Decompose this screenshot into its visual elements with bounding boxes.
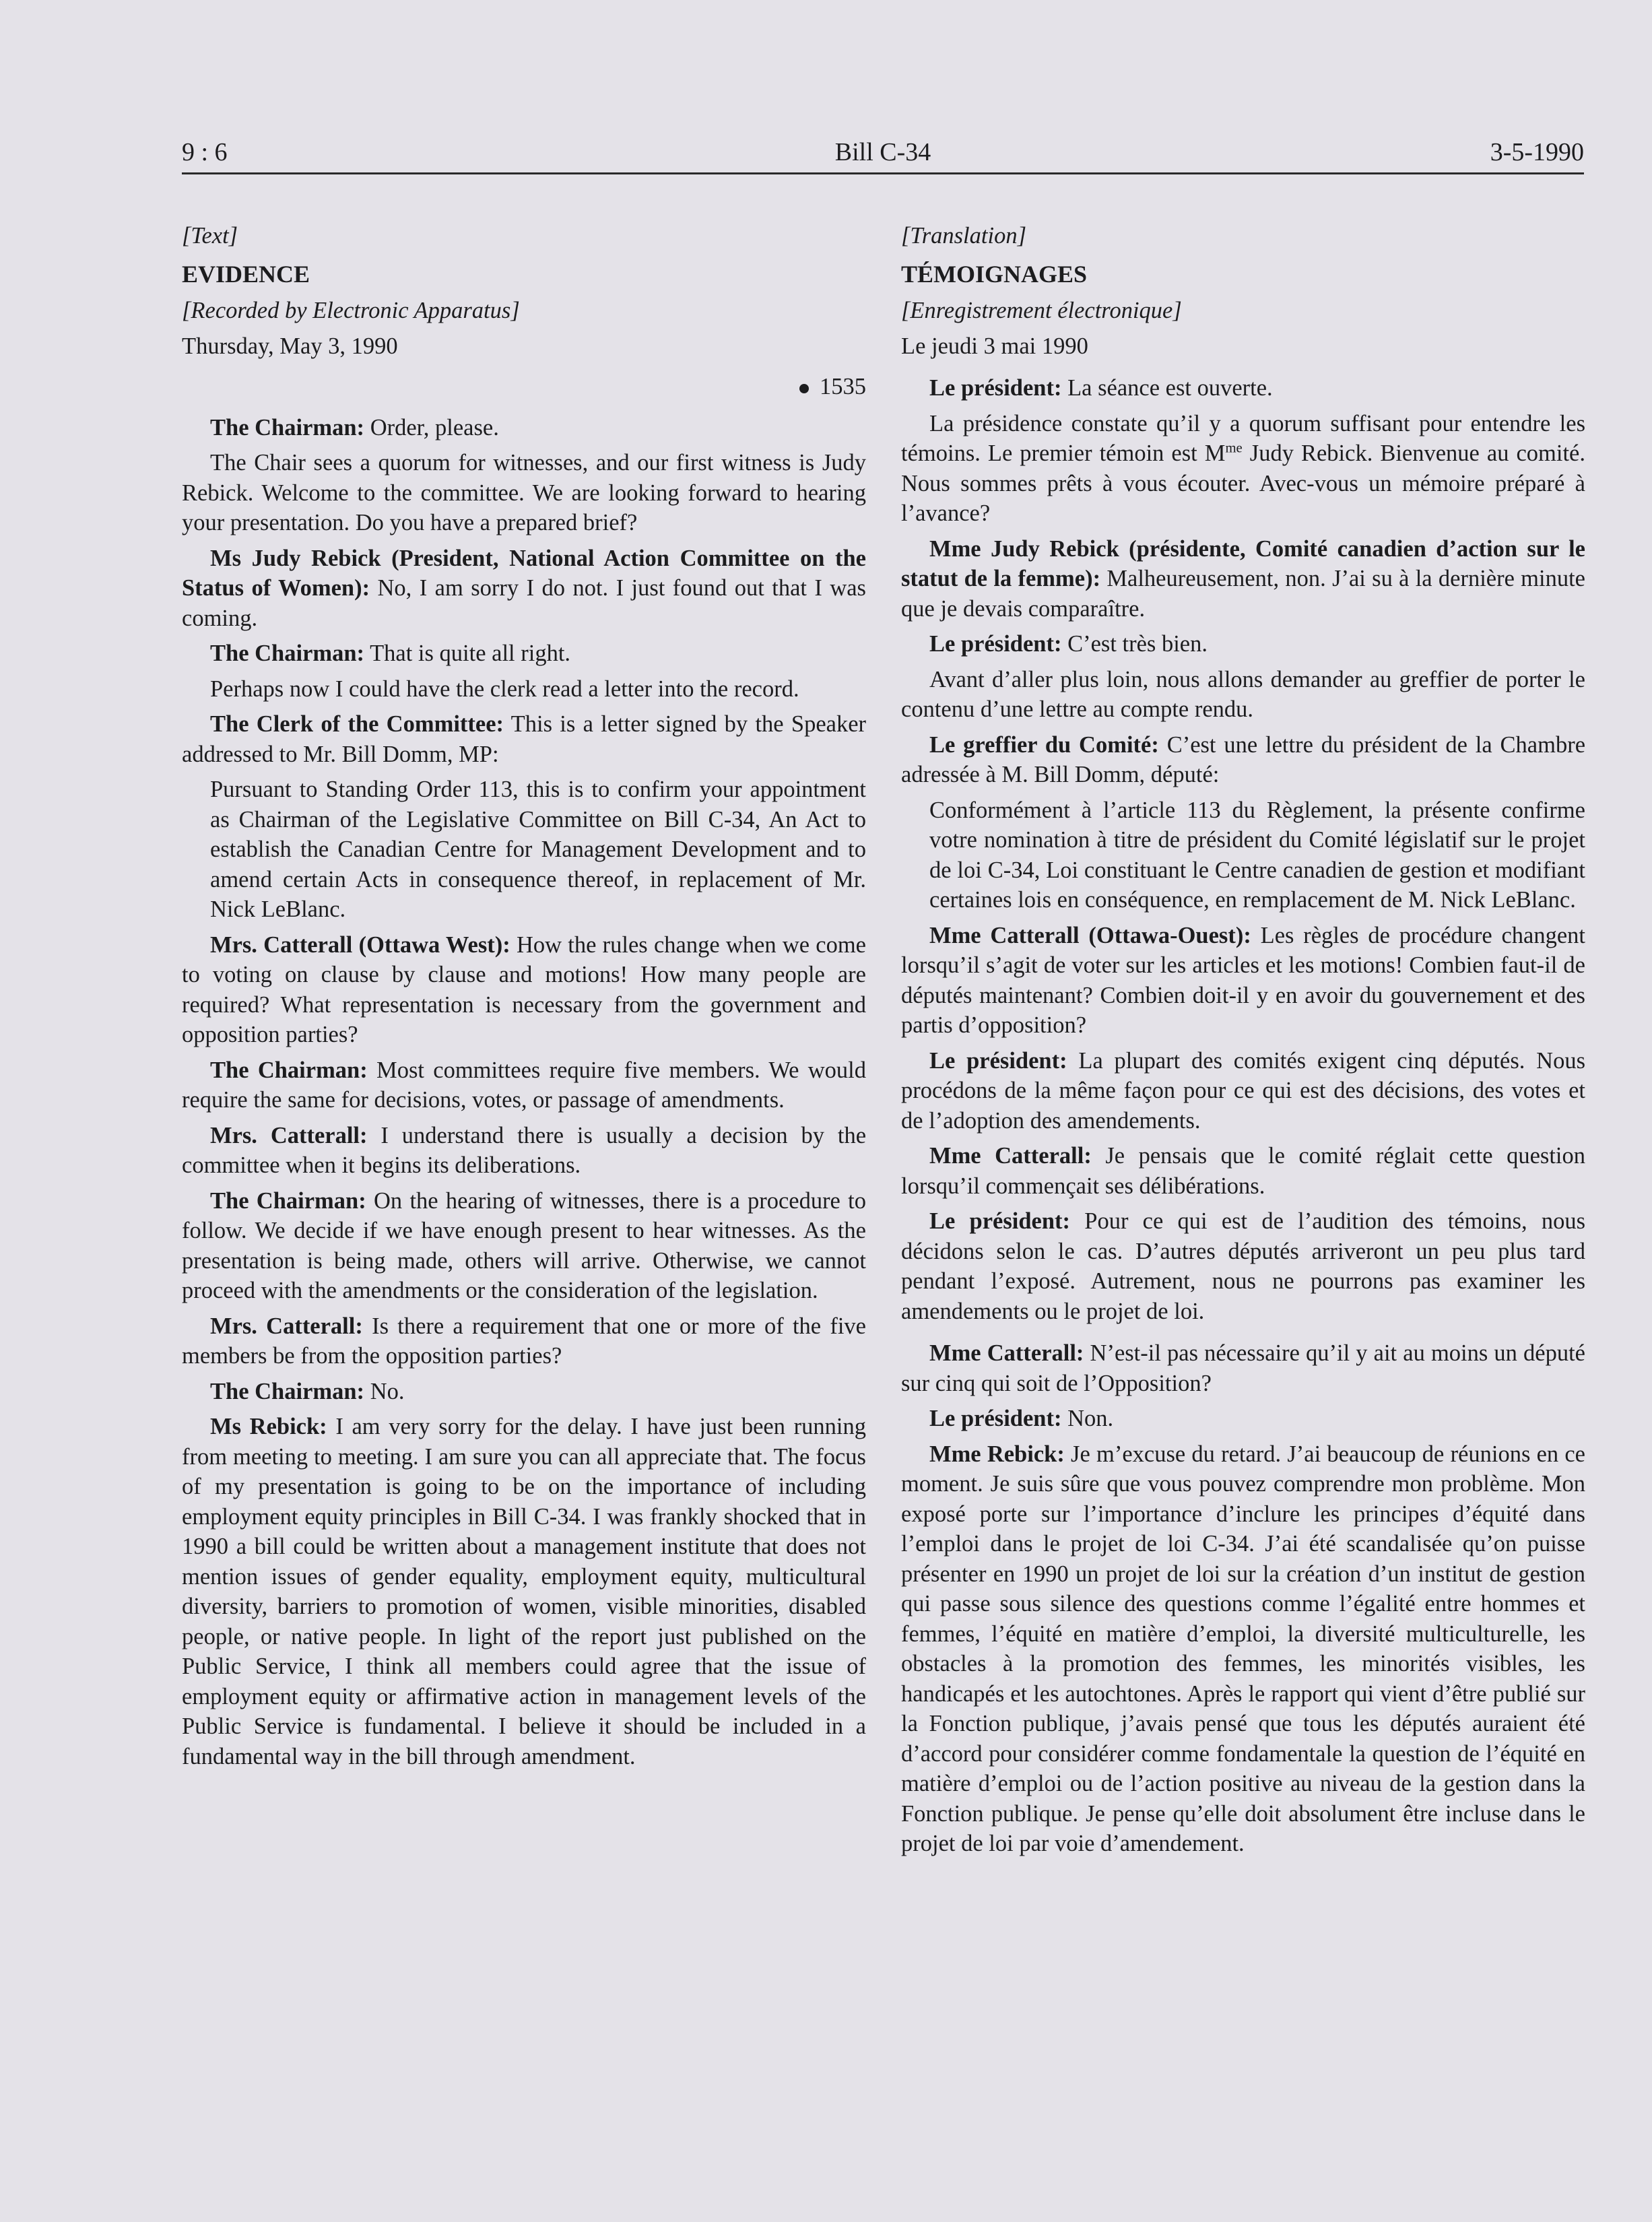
recorded-note: [Recorded by Electronic Apparatus] bbox=[182, 298, 520, 323]
paragraph: Mme Judy Rebick (présidente, Comité canadien d’action sur le statut de la femme): Malheureusement, non. J’ai su à la dernière minute que je devais comparaître. bbox=[901, 535, 1585, 622]
sitting-date: Thursday, May 3, 1990 bbox=[182, 333, 398, 359]
time-marker bbox=[182, 372, 866, 402]
paragraph: The Chairman: That is quite all right. bbox=[210, 641, 571, 666]
translation-tag: [Translation] bbox=[901, 223, 1026, 249]
paragraph: Le greffier du Comité: C’est une lettre du président de la Chambre adressée à M. Bill Domm, député: bbox=[901, 731, 1586, 787]
paragraph: Le président: La plupart des comités exigent cinq députés. Nous procédons de la même façon pour ce qui est des décisions, des votes et de l’adoption des amendements. bbox=[901, 1047, 1585, 1134]
page-header bbox=[182, 132, 1584, 174]
paragraph: Mrs. Catterall (Ottawa West): How the rules change when we come to voting on clause by clause and motions! How many people are required? What representation is necessary from the government and opposition parties? bbox=[182, 932, 866, 1047]
paragraph: Mme Catterall (Ottawa-Ouest): Les règles de procédure changent lorsqu’il s’agit de voter sur les articles et les motions! Combien faut-il de députés maintenant? Combien doit-il y en avoir du gouvernement et des partis d’opposition? bbox=[901, 922, 1585, 1038]
paragraph: Le président: La séance est ouverte. bbox=[929, 375, 1273, 401]
bill-title: Bill C-34 bbox=[834, 138, 931, 166]
paragraph: The Chairman: No. bbox=[210, 1378, 405, 1404]
paragraph: Le président: C’est très bien. bbox=[929, 631, 1208, 657]
text-tag: [Text] bbox=[182, 223, 238, 249]
paragraph: Mme Catterall: Je pensais que le comité réglait cette question lorsqu’il commençait ses délibérations. bbox=[901, 1143, 1585, 1199]
paragraph: Mrs. Catterall: I understand there is usually a decision by the committee when it begins its deliberations. bbox=[182, 1122, 867, 1178]
paragraph: Mme Catterall: N’est-il pas nécessaire qu’il y ait au moins un député sur cinq qui soit de l’Opposition? bbox=[901, 1340, 1585, 1396]
paragraph: Perhaps now I could have the clerk read a letter into the record. bbox=[210, 676, 799, 702]
bullet-icon bbox=[799, 384, 809, 393]
recorded-note: [Enregistrement électronique] bbox=[901, 298, 1182, 323]
paragraph: The Chairman: Most committees require five members. We would require the same for decisions, votes, or passage of amendments. bbox=[182, 1057, 866, 1113]
letter-quote: Conformément à l’article 113 du Règlement, la présente confirme votre nomination à titre de président du Comité législatif sur le projet de loi C-34, Loi constituant le Centre canadien de gestion et modifiant certaines lois en conséquence, en remplacement de M. Nick LeBlanc. bbox=[929, 797, 1585, 913]
paragraph: Mrs. Catterall: Is there a requirement that one or more of the five members be from the opposition parties? bbox=[182, 1313, 866, 1369]
paragraph: The Chairman: Order, please. bbox=[210, 414, 499, 440]
paragraph: The Clerk of the Committee: This is a letter signed by the Speaker addressed to Mr. Bill Domm, MP: bbox=[182, 711, 866, 767]
page-number: 9 : 6 bbox=[182, 138, 228, 166]
paragraph: Le président: Pour ce qui est de l’audition des témoins, nous décidons selon le cas. D’autres députés arriveront un peu plus tard pendant l’exposé. Autrement, nous ne pourrons pas examiner les amendements ou le projet de loi. bbox=[901, 1208, 1585, 1324]
paragraph: The Chairman: On the hearing of witnesses, there is a procedure to follow. We decide if we have enough present to hear witnesses. As the presentation is being made, others will arrive. Otherwise, we cannot proceed with the amendments or the consideration of the legislation. bbox=[182, 1187, 866, 1303]
paragraph: Avant d’aller plus loin, nous allons demander au greffier de porter le contenu d’une lettre au compte rendu. bbox=[901, 666, 1585, 722]
english-column bbox=[182, 221, 866, 1777]
letter-quote: Pursuant to Standing Order 113, this is to confirm your appointment as Chairman of the Legislative Committee on Bill C-34, An Act to establish the Canadian Centre for Management Development and to amend certain Acts in consequence thereof, in replacement of Mr. Nick LeBlanc. bbox=[210, 777, 866, 922]
french-column bbox=[901, 221, 1585, 1864]
paragraph: Le président: Non. bbox=[929, 1406, 1114, 1431]
paragraph: The Chair sees a quorum for witnesses, and our first witness is Judy Rebick. Welcome to the committee. We are looking forward to hearing your presentation. Do you have a prepared brief? bbox=[182, 450, 866, 535]
paragraph: La présidence constate qu’il y a quorum suffisant pour entendre les témoins. Le premier témoin est $M^{me}$ Judy Rebick. Bienvenue au comité. Nous sommes prêts à vous écouter. Avec-vous un mémoire préparé à l’avance? bbox=[901, 410, 1585, 526]
paragraph: Ms Judy Rebick (President, National Action Committee on the Status of Women): No, I am sorry I do not. I just found out that I was coming. bbox=[182, 545, 866, 631]
sitting-date: Le jeudi 3 mai 1990 bbox=[901, 333, 1088, 359]
time-value: 1535 bbox=[820, 374, 866, 399]
paragraph: Mme Rebick: Je m’excuse du retard. J’ai beaucoup de réunions en ce moment. Je suis sûre que vous pouvez comprendre mon problème. Mon exposé porte sur l’importance d’inclure les principes d’équité dans l’emploi dans le projet de loi C-34. J’ai été scandalisée qu’on puisse présenter en 1990 un projet de loi sur la création d’un institut de gestion qui passe sous silence des questions comme l’égalité entre hommes et femmes, l’équité en matière d’emploi, la diversité multiculturelle, les obstacles à la promotion des femmes, les minorités visibles, les handicapés et les autochtones. Après le rapport qui vient d’être publié sur la Fonction publique, j’avais pensé que tous les députés auraient été d’accord pour considérer comme fondamentale la question de l’équité en matière d’emploi ou de l’action positive au niveau de la gestion dans la Fonction publique. Je pense qu’elle doit absolument être incluse dans le projet de loi par voie d’amendement. bbox=[901, 1441, 1585, 1856]
section-heading: TÉMOIGNAGES bbox=[901, 260, 1088, 288]
header-date: 3-5-1990 bbox=[1490, 138, 1584, 166]
paragraph: Ms Rebick: I am very sorry for the delay. I have just been running from meeting to meeting. I am sure you can all appreciate that. The focus of my presentation is going to be on the importance of including employment equity principles in Bill C-34. I was frankly shocked that in 1990 a bill could be written about a management institute that does not mention issues of gender equality, employment equity, multicultural diversity, barriers to promotion of women, visible minorities, disabled people, or native people. In light of the report just published on the Public Service, I think all members could agree that the issue of employment equity or affirmative action in management levels of the Public Service is fundamental. I believe it should be included in a fundamental way in the bill through amendment. bbox=[182, 1414, 866, 1769]
section-heading: EVIDENCE bbox=[182, 260, 310, 288]
